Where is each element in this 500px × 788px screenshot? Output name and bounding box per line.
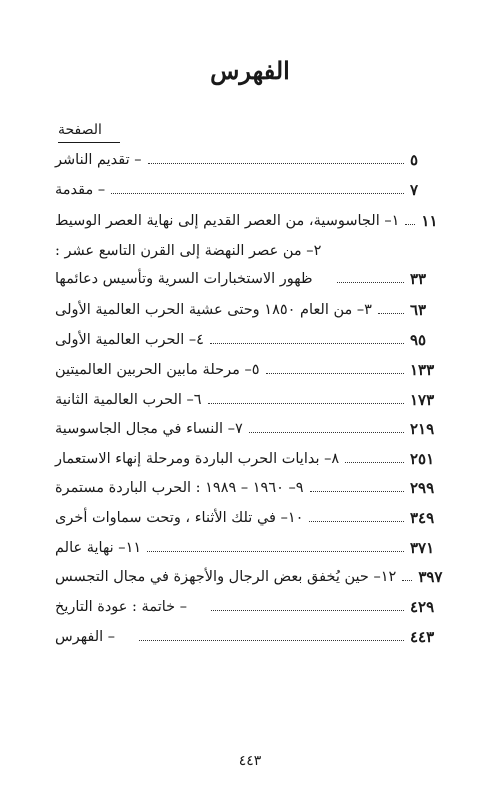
toc-entry [55, 473, 450, 499]
toc-entry [55, 622, 450, 648]
toc-entry-title: ٨– بدايات الحرب الباردة ومرحلة إنهاء الاستعمار [55, 451, 340, 467]
toc-leader-dots [266, 373, 404, 374]
toc-entry [55, 592, 450, 618]
toc-entry-title: ٥– مرحلة مابين الحربين العالميتين [55, 362, 260, 378]
toc-entry-title: ٢– من عصر النهضة إلى القرن التاسع عشر : [55, 243, 322, 259]
toc-entry-title: ظهور الاستخبارات السرية وتأسيس دعائمها [55, 271, 313, 287]
toc-leader-dots [405, 224, 415, 225]
toc-leader-dots [345, 462, 404, 463]
toc-entry [55, 385, 450, 411]
toc-entry-page: ١١ [421, 212, 438, 230]
toc-entry-title: – خاتمة : عودة التاريخ [55, 599, 187, 615]
toc-entry-page: ١٧٣ [410, 391, 435, 409]
toc-entry-title: ١١– نهاية عالم [55, 540, 142, 556]
toc-entry [55, 325, 450, 351]
toc-entry [55, 533, 450, 559]
toc-entry [55, 206, 450, 232]
toc-entry [55, 236, 450, 262]
toc-entry [55, 562, 450, 588]
toc-entry [55, 295, 450, 321]
toc-leader-dots [309, 521, 404, 522]
toc-leader-dots [208, 403, 404, 404]
toc-entry-page: ٤٤٣ [410, 628, 435, 646]
toc-entry [55, 444, 450, 470]
toc-entry-title: ١٠– في تلك الأثناء ، وتحت سماوات أخرى [55, 510, 304, 526]
toc-entry-page: ٣٤٩ [410, 509, 435, 527]
toc-leader-dots [337, 282, 404, 283]
toc-entry [55, 175, 450, 201]
toc-entry-page: ٣٣ [410, 270, 427, 288]
toc-entry-page: ٢٩٩ [410, 479, 435, 497]
toc-entry-title: ١– الجاسوسية، من العصر القديم إلى نهاية العصر الوسيط [55, 213, 400, 229]
toc-leader-dots [111, 193, 404, 194]
toc-leader-dots [378, 313, 404, 314]
toc-entry-page: ١٣٣ [410, 361, 435, 379]
toc-entry-title: ٦– الحرب العالمية الثانية [55, 392, 202, 408]
toc-entry-page: ٣٩٧ [418, 568, 443, 586]
toc-entry [55, 355, 450, 381]
toc-entry [55, 414, 450, 440]
page-column-header: الصفحة [58, 122, 102, 138]
toc-entry [55, 503, 450, 529]
toc-entry-title: – الفهرس [55, 629, 116, 645]
toc-entry-title: – مقدمة [55, 182, 106, 198]
toc-entry [55, 145, 450, 171]
toc-entry-page: ٢٥١ [410, 450, 435, 468]
page-title: الفهرس [210, 56, 290, 85]
toc-entry-page: ٦٣ [410, 301, 427, 319]
toc-leader-dots [249, 432, 404, 433]
toc-entry-title: – تقديم الناشر [55, 152, 142, 168]
toc-entry-page: ٧ [410, 181, 419, 199]
toc-entry-page: ٥ [410, 151, 419, 169]
toc-leader-dots [148, 163, 404, 164]
toc-entry-title: ٧– النساء في مجال الجاسوسية [55, 421, 243, 437]
toc-leader-dots [147, 551, 404, 552]
toc-leader-dots [310, 491, 404, 492]
toc-entry [55, 264, 450, 290]
toc-leader-dots [139, 640, 404, 641]
toc-entry-page: ٩٥ [410, 331, 427, 349]
toc-entry-title: ١٢– حين يُخفق بعض الرجال والأجهزة في مجال التجسس [55, 569, 397, 585]
toc-entry-page: ٣٧١ [410, 539, 435, 557]
toc-entry-title: ٩– ١٩٦٠ – ١٩٨٩ : الحرب الباردة مستمرة [55, 480, 304, 496]
toc-entry-title: ٣– من العام ١٨٥٠ وحتى عشية الحرب العالمية الأولى [55, 302, 372, 318]
toc-entry-title: ٤– الحرب العالمية الأولى [55, 332, 204, 348]
toc-leader-dots [210, 343, 404, 344]
toc-entry-page: ٢١٩ [410, 420, 435, 438]
toc-entry-page: ٤٢٩ [410, 598, 435, 616]
toc-leader-dots [402, 580, 412, 581]
page-number: ٤٤٣ [238, 753, 262, 769]
toc-leader-dots [211, 610, 404, 611]
